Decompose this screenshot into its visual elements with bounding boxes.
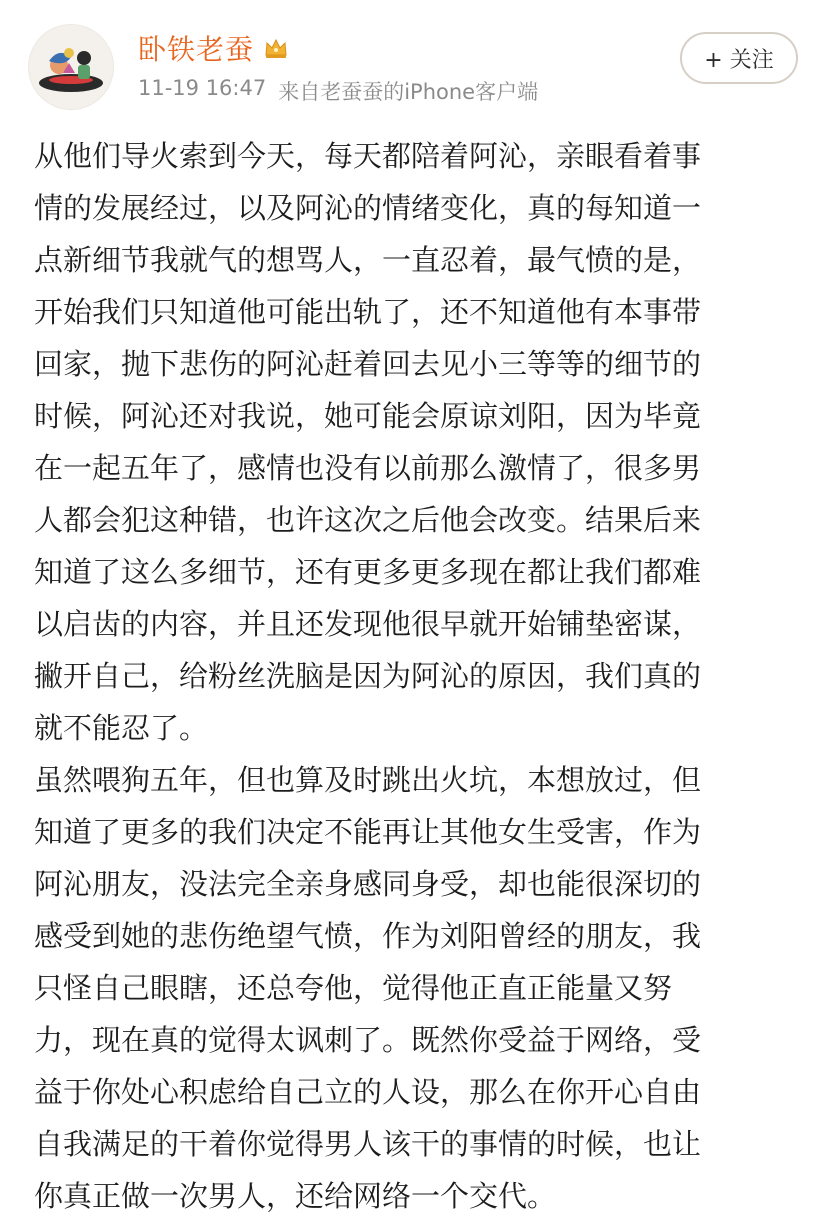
text-line: 时候，阿沁还对我说，她可能会原谅刘阳，因为毕竟: [34, 399, 702, 433]
post-time: 11-19 16:47: [138, 76, 267, 100]
text-line: 从他们导火索到今天，每天都陪着阿沁，亲眼看着事: [34, 139, 702, 173]
text-line: 就不能忍了。: [34, 711, 209, 745]
text-line: 阿沁朋友，没法完全亲身感同身受，却也能很深切的: [34, 867, 702, 901]
text-line: 虽然喂狗五年，但也算及时跳出火坑，本想放过，但: [34, 763, 702, 797]
paragraph-1: [34, 130, 798, 754]
vip-crown-icon: [264, 37, 288, 59]
text-line: 开始我们只知道他可能出轨了，还不知道他有本事带: [34, 295, 702, 329]
post-header: [0, 0, 828, 120]
text-line: 自我满足的干着你觉得男人该干的事情的时候，也让: [34, 1127, 702, 1161]
text-line: 人都会犯这种错，也许这次之后他会改变。结果后来: [34, 503, 702, 537]
follow-button[interactable]: + 关注: [680, 32, 798, 84]
text-line: 撇开自己，给粉丝洗脑是因为阿沁的原因，我们真的: [34, 659, 702, 693]
avatar[interactable]: [28, 24, 114, 110]
name-row: [138, 30, 288, 66]
user-name[interactable]: 卧铁老蚕: [138, 33, 255, 66]
text-line: 力，现在真的觉得太讽刺了。既然你受益于网络，受: [34, 1023, 702, 1057]
text-line: 你真正做一次男人，还给网络一个交代。: [34, 1179, 557, 1213]
text-line: 知道了更多的我们决定不能再让其他女生受害，作为: [34, 815, 702, 849]
text-line: 只怪自己眼瞎，还总夸他，觉得他正直正能量又努: [34, 971, 673, 1005]
text-line: 知道了这么多细节，还有更多更多现在都让我们都难: [34, 555, 702, 589]
text-line: 以启齿的内容，并且还发现他很早就开始铺垫密谋，: [34, 607, 702, 641]
text-line: 回家，抛下悲伤的阿沁赶着回去见小三等等的细节的: [34, 347, 702, 381]
avatar-illustration: [29, 25, 113, 109]
text-line: 益于你处心积虑给自己立的人设，那么在你开心自由: [34, 1075, 702, 1109]
post-source: 来自老蚕蚕的iPhone客户端: [278, 80, 539, 104]
text-line: 感受到她的悲伤绝望气愤，作为刘阳曾经的朋友，我: [34, 919, 702, 953]
text-line: 情的发展经过，以及阿沁的情绪变化，真的每知道一: [34, 191, 702, 225]
post-body: [34, 130, 798, 1222]
text-line: 点新细节我就气的想骂人，一直忍着，最气愤的是，: [34, 243, 702, 277]
post-meta: [138, 76, 538, 106]
text-line: 在一起五年了，感情也没有以前那么激情了，很多男: [34, 451, 702, 485]
paragraph-2: [34, 754, 798, 1222]
